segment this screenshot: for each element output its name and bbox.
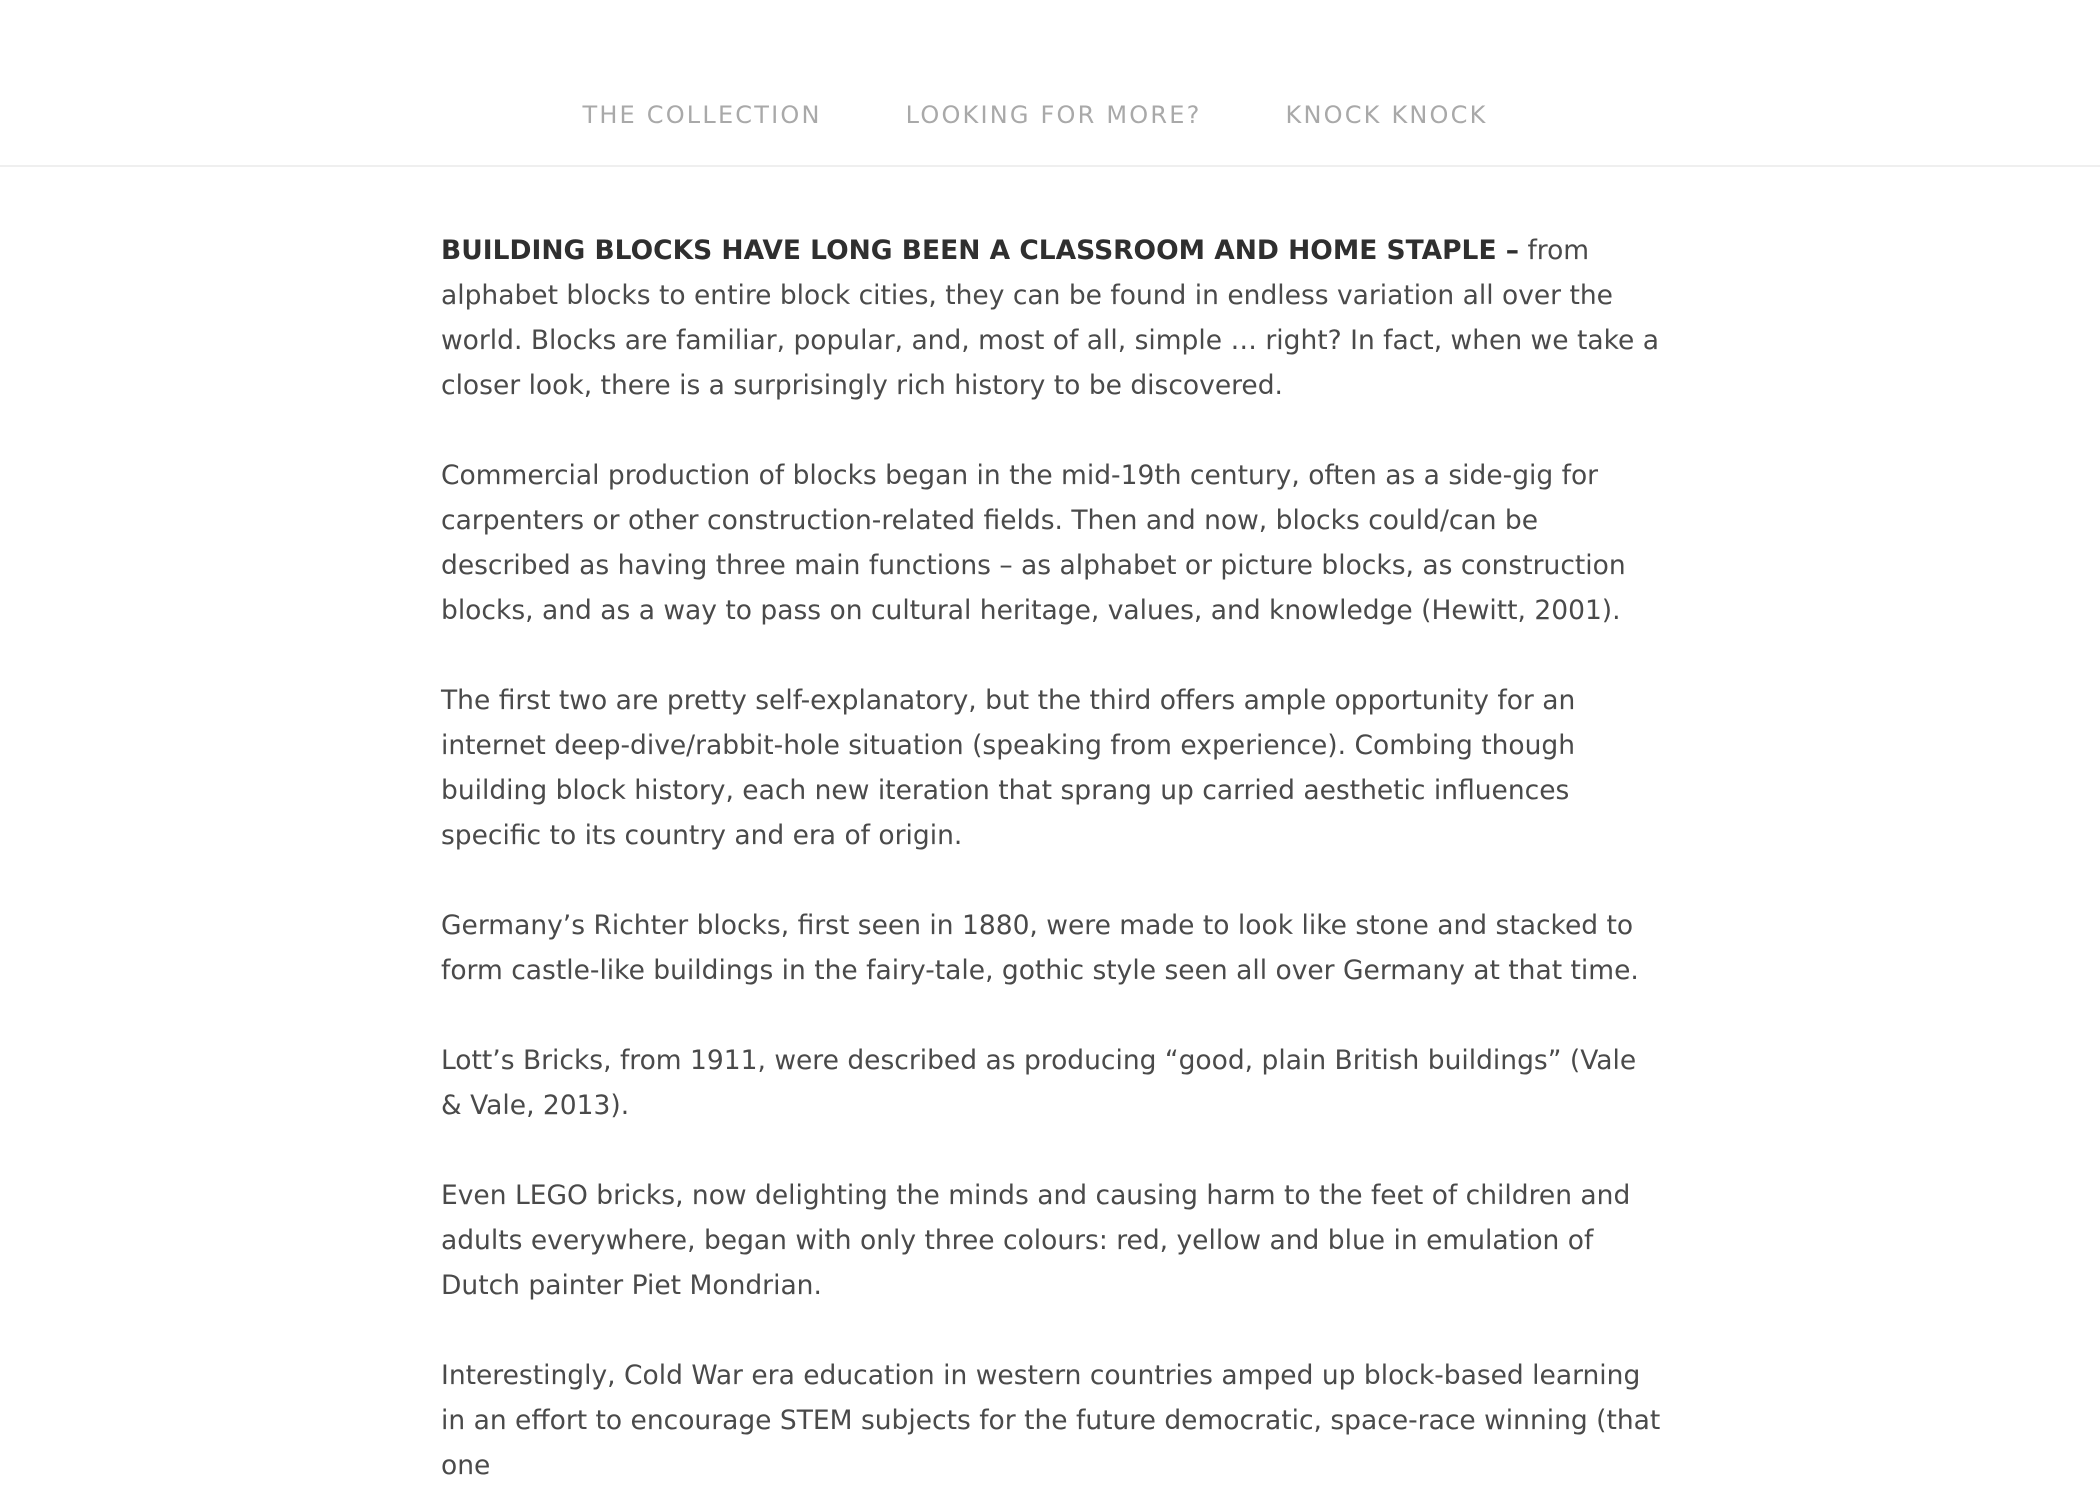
article-paragraph: Commercial production of blocks began in the mid-19th century, often as a side-gig for carpenters or other construction-related fields. Then and now, blocks could/can be described as having three main functions – as alphabet or picture blocks, as construction blocks, and as a way to pass on cultural heritage, values, and knowledge (Hewitt, 2001). bbox=[441, 460, 1626, 626]
article-paragraph: Even LEGO bricks, now delighting the minds and causing harm to the feet of children and adults everywhere, began with only three colours: red, yellow and blue in emulation of Dutch painter Piet Mondrian. bbox=[441, 1180, 1631, 1301]
article-paragraph: Interestingly, Cold War era education in western countries amped up block-based learning in an effort to encourage STEM subjects for the future democratic, space-race winning (that one bbox=[441, 1360, 1661, 1481]
article-paragraph-1-text: from alphabet blocks to entire block cities, they can be found in endless variation all over the world. Blocks are familiar, popular, and, most of all, simple … right? In fact, when we take a closer look, there is a surprisingly rich history to be discovered. bbox=[441, 235, 1659, 401]
article-lead: BUILDING BLOCKS HAVE LONG BEEN A CLASSROOM AND HOME STAPLE – bbox=[441, 235, 1520, 266]
site-header bbox=[0, 0, 2100, 167]
article-paragraph: The first two are pretty self-explanatory, but the third offers ample opportunity for an internet deep-dive/rabbit-hole situation (speaking from experience). Combing though building block history, each new iteration that sprang up carried aesthetic influences specific to its country and era of origin. bbox=[441, 685, 1576, 851]
article-paragraph: Lott’s Bricks, from 1911, were described as producing “good, plain British buildings” (Vale & Vale, 2013). bbox=[441, 1045, 1637, 1121]
main-nav bbox=[0, 101, 2085, 129]
article-body bbox=[441, 228, 1661, 1481]
nav-link-the-collection[interactable]: THE COLLECTION bbox=[582, 101, 822, 129]
article-paragraph bbox=[441, 228, 1661, 408]
nav-link-knock-knock[interactable]: KNOCK KNOCK bbox=[1285, 101, 1488, 129]
article-paragraph: Germany’s Richter blocks, first seen in 1880, were made to look like stone and stacked to form castle-like buildings in the fairy-tale, gothic style seen all over Germany at that time. bbox=[441, 910, 1639, 986]
nav-link-looking-for-more[interactable]: LOOKING FOR MORE? bbox=[905, 101, 1202, 129]
